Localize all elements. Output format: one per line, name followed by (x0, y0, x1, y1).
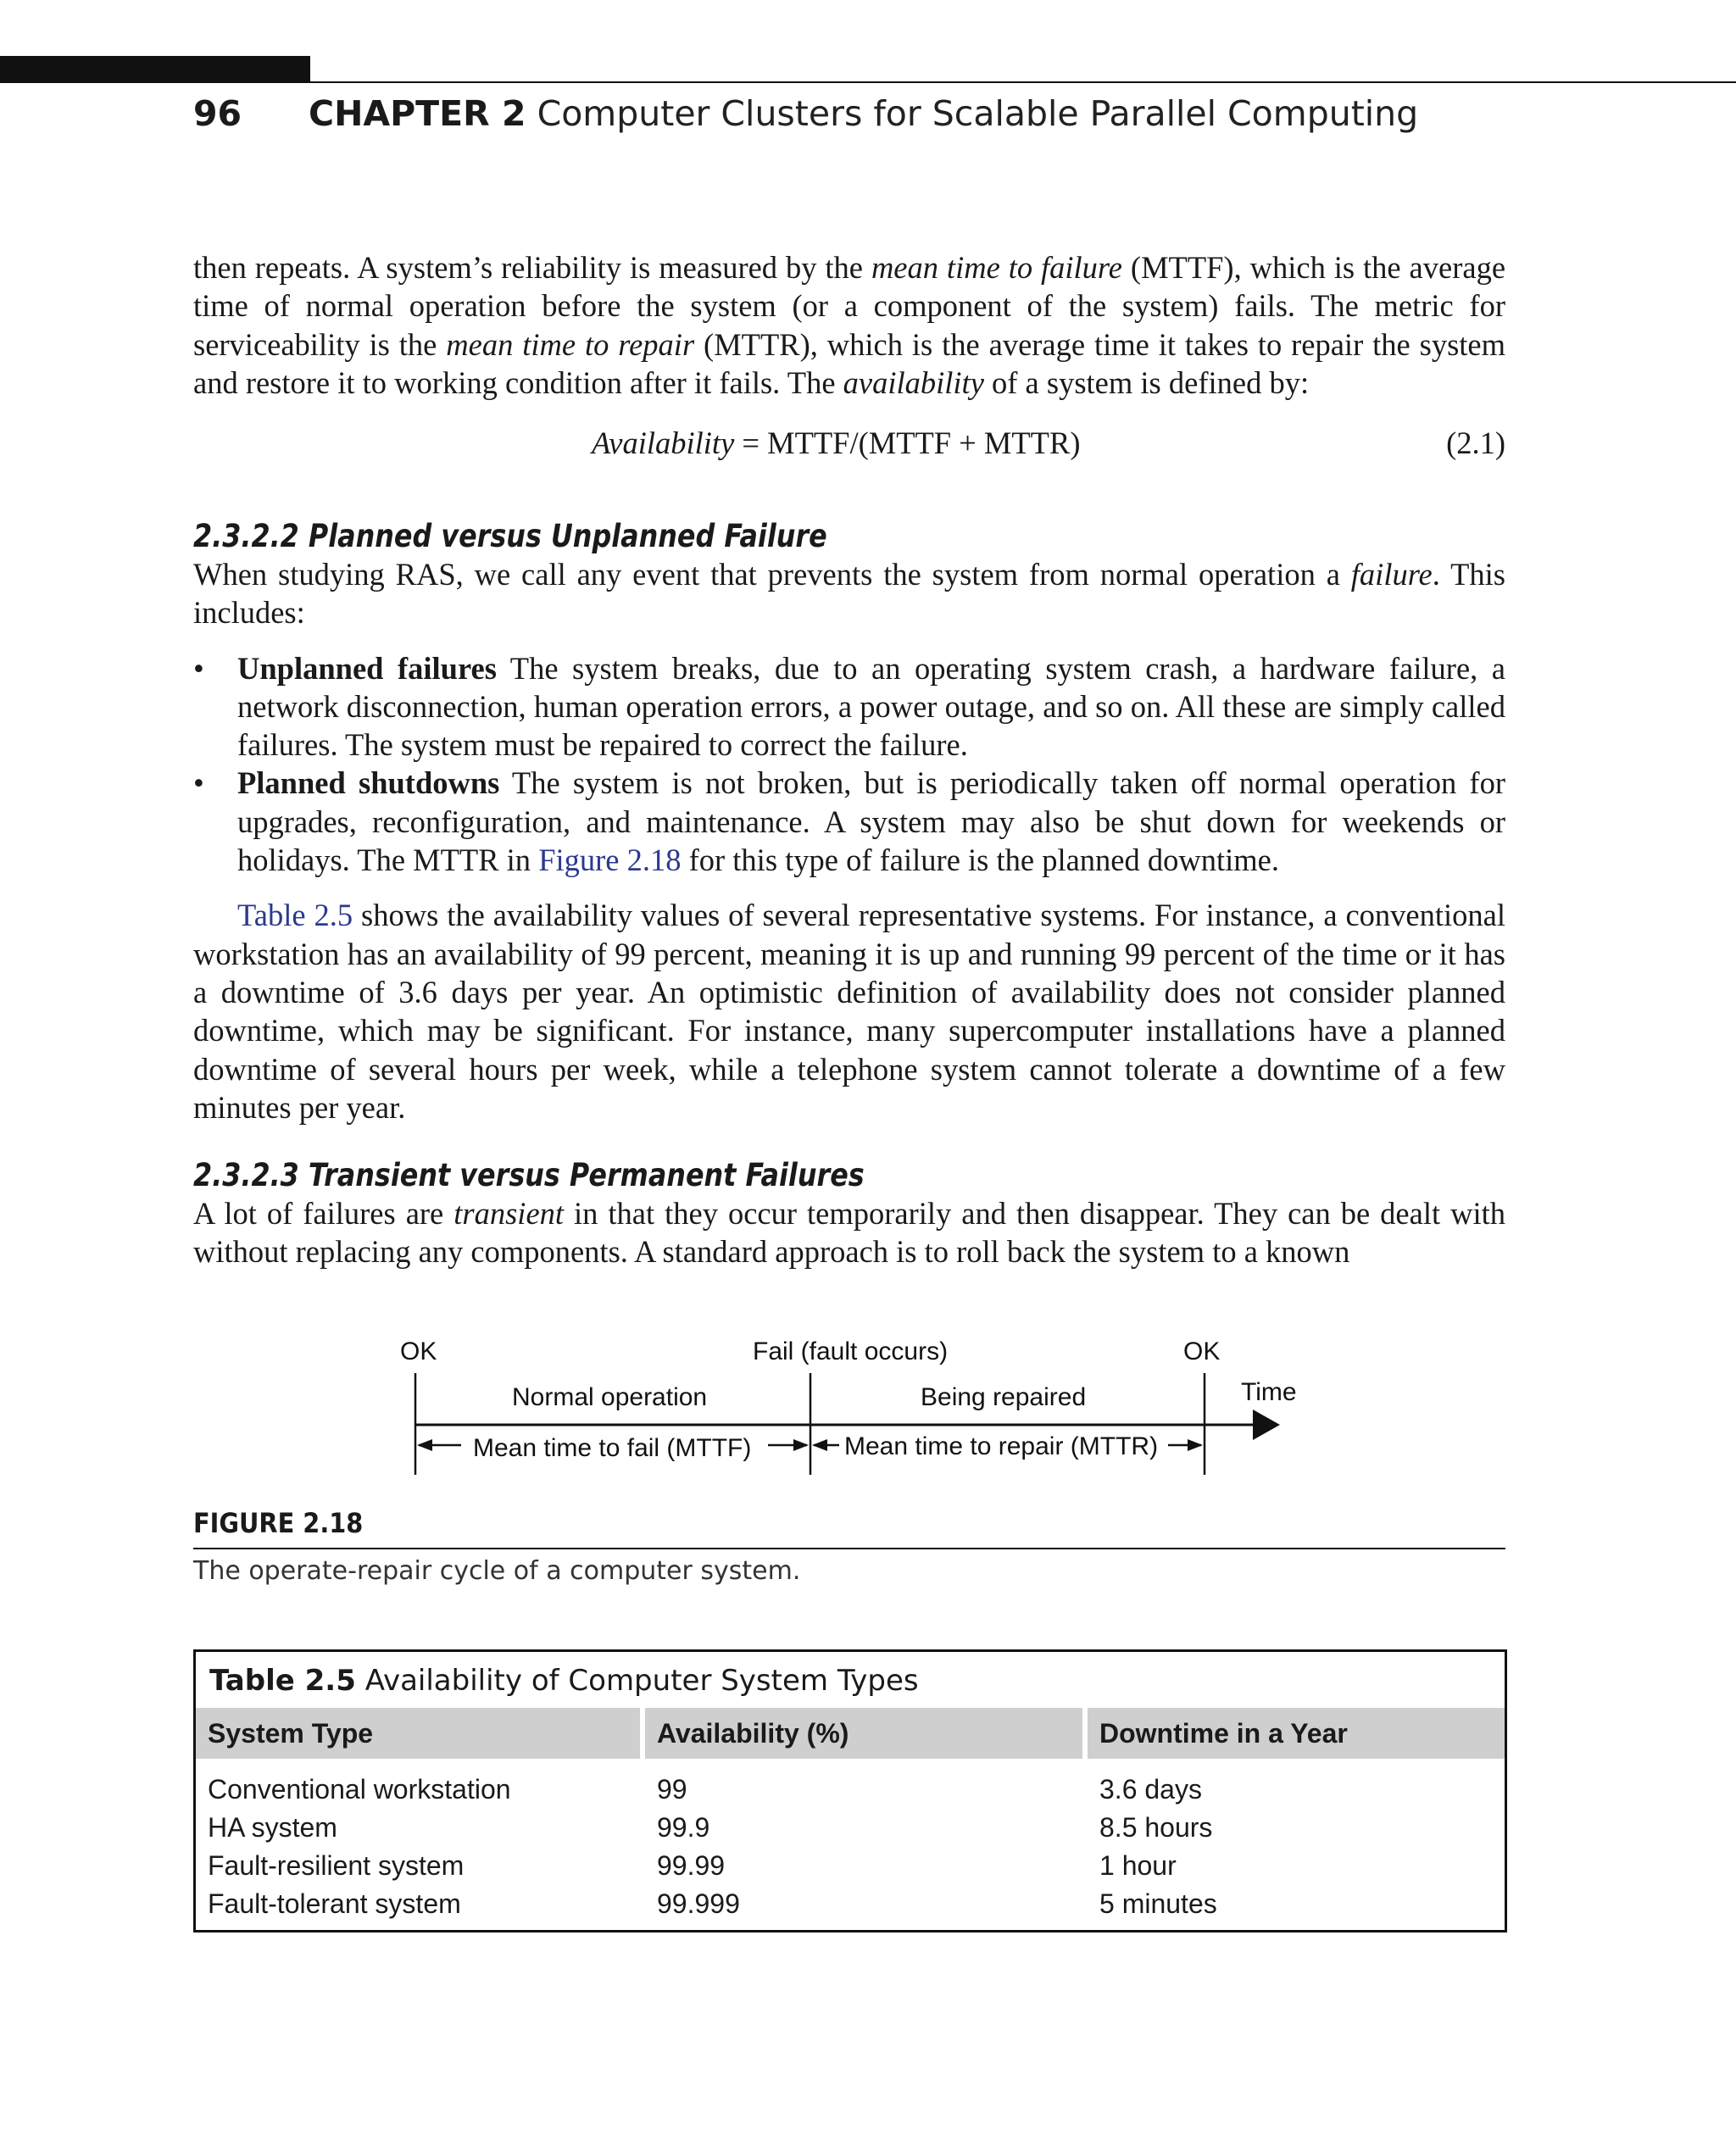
chapter-title: Computer Clusters for Scalable Parallel Computing (537, 93, 1419, 134)
mttf-label: Mean time to fail (MTTF) (473, 1434, 752, 1462)
table-header (196, 1708, 1505, 1759)
section-paragraph: A lot of failures are transient in that they occur temporarily and then disappear. They can be dealt with without replacing any components. A standard approach is to roll back the system to a known (193, 1196, 1505, 1270)
bullet-icon: • (193, 650, 204, 686)
column-header-availability: Availability (%) (645, 1708, 1082, 1759)
bullet-icon: • (193, 765, 204, 801)
normal-operation-label: Normal operation (512, 1383, 708, 1411)
equation-number: (2.1) (1446, 425, 1505, 460)
mttf-arrowhead-right-icon (793, 1439, 809, 1451)
ok-left-label: OK (400, 1337, 437, 1365)
section-paragraph: When studying RAS, we call any event that prevents the system from normal operation a failure. This includes: (193, 557, 1505, 631)
term-mttf: mean time to failure (871, 250, 1122, 285)
page-number: 96 (193, 93, 242, 134)
list-item: • Planned shutdowns The system is not broken, but is periodically taken off normal operation for upgrades, reconfiguration, and maintenance. A system may also be shut down for weekends or holidays. The MTTR in Figure 2.18 for this type of failure is the planned downtime. (193, 765, 1505, 878)
failure-types-list (193, 649, 1505, 880)
section-heading: 2.3.2.3 Transient versus Permanent Failures (193, 1157, 865, 1193)
operate-repair-diagram (193, 1322, 1505, 1483)
section-transient-permanent (193, 1156, 1505, 1271)
ok-right-label: OK (1183, 1337, 1221, 1365)
figure-label: FIGURE 2.18 (193, 1507, 364, 1539)
list-item: • Unplanned failures The system breaks, due to an operating system crash, a hardware failure, a network disconnection, human operation errors, a power outage, and so on. All these are simply called failures. The system must be repaired to correct the failure. (193, 650, 1505, 763)
intro-paragraph: then repeats. A system’s reliability is measured by the mean time to failure (MTTF), which is the average time of normal operation before the system (or a component of the system) fails. The metric for serviceability is the mean time to repair (MTTR), which is the average time it takes to repair the system and restore it to working condition after it fails. The availability of a system is defined by: (193, 250, 1506, 400)
running-head (193, 93, 1418, 134)
term-failure: failure (1350, 557, 1433, 592)
table-body (196, 1771, 1505, 1923)
equation-body: Availability = MTTF/(MTTF + MTTR) (592, 425, 1081, 460)
figure-caption: The operate-repair cycle of a computer system. (193, 1556, 801, 1586)
mttr-label: Mean time to repair (MTTR) (844, 1432, 1159, 1460)
availability-table (193, 1649, 1507, 1932)
term-transient: transient (453, 1196, 565, 1231)
intro-block (193, 248, 1505, 402)
being-repaired-label: Being repaired (921, 1383, 1087, 1411)
table-2-5-link[interactable]: Table 2.5 (237, 898, 353, 933)
mttf-arrowhead-left-icon (417, 1439, 432, 1451)
column-header-downtime: Downtime in a Year (1088, 1708, 1505, 1759)
column-header-system-type: System Type (196, 1708, 640, 1759)
figure-rule (193, 1548, 1505, 1549)
header-rule (310, 81, 1736, 83)
fail-label: Fail (fault occurs) (753, 1337, 949, 1365)
table-title: Table 2.5 Availability of Computer System Types (209, 1664, 919, 1698)
figure-2-18-link[interactable]: Figure 2.18 (538, 842, 682, 878)
header-bar-thick (0, 56, 310, 83)
table-row: HA system 99.9 8.5 hours (208, 1812, 1213, 1843)
section-planned-unplanned (193, 517, 1505, 1126)
mttr-arrowhead-right-icon (1188, 1439, 1203, 1451)
term-availability: availability (843, 364, 984, 400)
mttr-arrowhead-left-icon (812, 1439, 827, 1451)
term-mttr: mean time to repair (446, 326, 695, 362)
table-row: Fault-tolerant system 99.999 5 minutes (208, 1888, 1217, 1919)
table-row: Conventional workstation 99 3.6 days (208, 1774, 1202, 1805)
table-row: Fault-resilient system 99.99 1 hour (208, 1850, 1177, 1881)
time-label: Time (1241, 1378, 1297, 1406)
chapter-label: CHAPTER 2 (309, 93, 526, 134)
section-paragraph: Table 2.5 shows the availability values of several representative systems. For instance, a conventional workstation has an availability of 99 percent, meaning it is up and running 99 percent of the time or it has a downtime of 3.6 days per year. An optimistic definition of availability does not consider planned downtime, which may be significant. For instance, many supercomputer installations have a planned downtime of several hours per week, while a telephone system cannot tolerate a downtime of a few minutes per year. (193, 898, 1505, 1125)
section-heading: 2.3.2.2 Planned versus Unplanned Failure (193, 518, 827, 554)
time-arrow-icon (1253, 1410, 1280, 1440)
